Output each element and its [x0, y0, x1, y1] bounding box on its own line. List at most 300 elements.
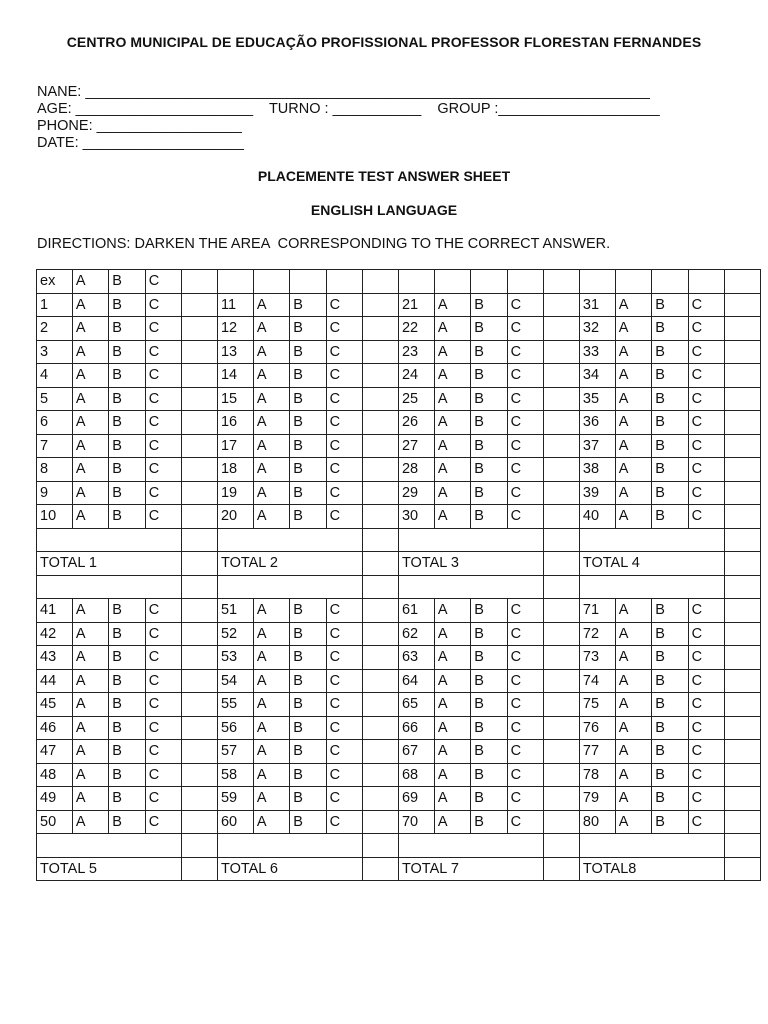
- answer-option-a[interactable]: A: [615, 387, 651, 411]
- answer-option-a[interactable]: A: [253, 599, 289, 623]
- answer-option-b[interactable]: B: [652, 434, 688, 458]
- answer-option-b[interactable]: B: [471, 411, 507, 435]
- answer-option-b[interactable]: B: [109, 740, 145, 764]
- answer-option-a[interactable]: A: [434, 622, 470, 646]
- answer-option-a[interactable]: A: [253, 364, 289, 388]
- answer-option-b[interactable]: B: [109, 669, 145, 693]
- answer-option-a[interactable]: A: [434, 669, 470, 693]
- answer-option-a[interactable]: A: [72, 317, 108, 341]
- answer-option-a[interactable]: A: [253, 387, 289, 411]
- answer-option-c[interactable]: C: [145, 387, 181, 411]
- answer-option-b[interactable]: B: [471, 387, 507, 411]
- answer-option-b[interactable]: B: [652, 622, 688, 646]
- empty-cell: [363, 740, 399, 764]
- answer-option-b[interactable]: B: [290, 364, 326, 388]
- answer-option-b[interactable]: B: [109, 317, 145, 341]
- answer-option-b[interactable]: B: [290, 458, 326, 482]
- answer-option-b[interactable]: B: [652, 364, 688, 388]
- answer-option-b[interactable]: B: [652, 693, 688, 717]
- answer-option-a[interactable]: A: [434, 411, 470, 435]
- answer-option-c[interactable]: C: [507, 669, 543, 693]
- answer-option-a[interactable]: A: [253, 293, 289, 317]
- answer-option-b[interactable]: B: [109, 411, 145, 435]
- empty-cell: [363, 622, 399, 646]
- answer-option-b[interactable]: B: [290, 599, 326, 623]
- answer-option-b[interactable]: B: [290, 481, 326, 505]
- answer-option-c[interactable]: C: [688, 364, 724, 388]
- total-score-cell[interactable]: [725, 552, 761, 576]
- totals-row: [37, 552, 761, 576]
- answer-option-b[interactable]: B: [290, 434, 326, 458]
- answer-option-a[interactable]: A: [434, 693, 470, 717]
- answer-option-b[interactable]: B: [652, 810, 688, 834]
- answer-option-a[interactable]: A: [434, 505, 470, 529]
- empty-cell: [652, 270, 688, 294]
- answer-option-b[interactable]: B: [471, 622, 507, 646]
- question-number: 36: [579, 411, 615, 435]
- answer-option-b[interactable]: B: [471, 763, 507, 787]
- answer-option-b[interactable]: B: [290, 505, 326, 529]
- answer-option-c[interactable]: C: [507, 293, 543, 317]
- answer-option-a[interactable]: A: [253, 411, 289, 435]
- answer-option-c[interactable]: C: [507, 787, 543, 811]
- answer-option-a[interactable]: A: [615, 646, 651, 670]
- answer-option-b[interactable]: B: [290, 646, 326, 670]
- answer-option-c[interactable]: C: [326, 340, 362, 364]
- answer-option-b[interactable]: B: [652, 411, 688, 435]
- answer-option-b[interactable]: B: [290, 740, 326, 764]
- total-score-cell[interactable]: [725, 857, 761, 881]
- answer-option-c[interactable]: C: [507, 716, 543, 740]
- answer-option-b[interactable]: B: [471, 669, 507, 693]
- answer-option-a[interactable]: A: [253, 481, 289, 505]
- question-row: [37, 787, 761, 811]
- question-number: 5: [37, 387, 73, 411]
- answer-option-c[interactable]: C: [507, 763, 543, 787]
- answer-option-a[interactable]: A: [615, 434, 651, 458]
- answer-option-b[interactable]: B: [109, 763, 145, 787]
- example-option-c[interactable]: C: [145, 270, 181, 294]
- answer-option-c[interactable]: C: [688, 646, 724, 670]
- answer-option-a[interactable]: A: [434, 787, 470, 811]
- answer-option-b[interactable]: B: [109, 716, 145, 740]
- answer-option-a[interactable]: A: [72, 669, 108, 693]
- answer-option-a[interactable]: A: [615, 716, 651, 740]
- answer-option-b[interactable]: B: [290, 317, 326, 341]
- empty-cell: [182, 505, 218, 529]
- blank-cell: [217, 528, 362, 552]
- answer-option-c[interactable]: C: [145, 716, 181, 740]
- answer-option-c[interactable]: C: [145, 693, 181, 717]
- answer-option-c[interactable]: C: [145, 293, 181, 317]
- answer-option-a[interactable]: A: [615, 481, 651, 505]
- answer-option-c[interactable]: C: [688, 387, 724, 411]
- answer-option-a[interactable]: A: [72, 458, 108, 482]
- answer-option-b[interactable]: B: [652, 387, 688, 411]
- answer-option-b[interactable]: B: [109, 387, 145, 411]
- answer-option-b[interactable]: B: [290, 693, 326, 717]
- empty-cell: [725, 458, 761, 482]
- answer-option-c[interactable]: C: [326, 434, 362, 458]
- answer-option-c[interactable]: C: [326, 763, 362, 787]
- answer-option-a[interactable]: A: [253, 740, 289, 764]
- answer-option-a[interactable]: A: [72, 646, 108, 670]
- answer-option-b[interactable]: B: [471, 810, 507, 834]
- answer-option-c[interactable]: C: [326, 458, 362, 482]
- answer-option-c[interactable]: C: [326, 810, 362, 834]
- answer-option-a[interactable]: A: [72, 387, 108, 411]
- answer-option-b[interactable]: B: [471, 317, 507, 341]
- answer-option-a[interactable]: A: [72, 364, 108, 388]
- answer-option-c[interactable]: C: [145, 505, 181, 529]
- question-number: 29: [398, 481, 434, 505]
- answer-option-a[interactable]: A: [615, 669, 651, 693]
- answer-option-c[interactable]: C: [326, 481, 362, 505]
- answer-option-a[interactable]: A: [434, 646, 470, 670]
- empty-cell: [725, 763, 761, 787]
- answer-option-b[interactable]: B: [109, 599, 145, 623]
- answer-option-a[interactable]: A: [434, 434, 470, 458]
- empty-cell: [725, 270, 761, 294]
- answer-option-b[interactable]: B: [652, 599, 688, 623]
- answer-option-a[interactable]: A: [615, 293, 651, 317]
- answer-option-c[interactable]: C: [507, 646, 543, 670]
- answer-option-c[interactable]: C: [688, 787, 724, 811]
- answer-option-a[interactable]: A: [253, 669, 289, 693]
- empty-cell: [434, 270, 470, 294]
- answer-option-b[interactable]: B: [290, 293, 326, 317]
- answer-option-c[interactable]: C: [507, 740, 543, 764]
- answer-option-c[interactable]: C: [507, 458, 543, 482]
- answer-option-a[interactable]: A: [253, 763, 289, 787]
- answer-option-a[interactable]: A: [72, 787, 108, 811]
- answer-option-a[interactable]: A: [72, 434, 108, 458]
- answer-option-b[interactable]: B: [290, 810, 326, 834]
- answer-option-c[interactable]: C: [145, 763, 181, 787]
- empty-cell: [326, 270, 362, 294]
- answer-option-a[interactable]: A: [72, 716, 108, 740]
- answer-option-a[interactable]: A: [615, 740, 651, 764]
- answer-option-a[interactable]: A: [615, 787, 651, 811]
- answer-option-b[interactable]: B: [652, 740, 688, 764]
- answer-option-b[interactable]: B: [652, 481, 688, 505]
- answer-option-b[interactable]: B: [290, 387, 326, 411]
- answer-option-b[interactable]: B: [109, 434, 145, 458]
- answer-option-b[interactable]: B: [290, 787, 326, 811]
- answer-option-b[interactable]: B: [109, 364, 145, 388]
- answer-option-a[interactable]: A: [434, 317, 470, 341]
- answer-option-c[interactable]: C: [688, 740, 724, 764]
- phone-field-line[interactable]: PHONE: __________________: [37, 118, 242, 134]
- answer-option-a[interactable]: A: [434, 387, 470, 411]
- question-number: 12: [217, 317, 253, 341]
- answer-option-c[interactable]: C: [688, 810, 724, 834]
- empty-cell: [398, 270, 434, 294]
- answer-option-b[interactable]: B: [290, 669, 326, 693]
- blank-cell: [37, 528, 182, 552]
- total-label: TOTAL 5: [37, 857, 182, 881]
- answer-option-c[interactable]: C: [326, 669, 362, 693]
- answer-option-a[interactable]: A: [434, 740, 470, 764]
- answer-option-c[interactable]: C: [507, 364, 543, 388]
- answer-option-a[interactable]: A: [253, 340, 289, 364]
- answer-option-b[interactable]: B: [652, 669, 688, 693]
- answer-option-b[interactable]: B: [290, 340, 326, 364]
- answer-option-c[interactable]: C: [688, 693, 724, 717]
- answer-option-b[interactable]: B: [109, 646, 145, 670]
- answer-option-a[interactable]: A: [615, 763, 651, 787]
- answer-option-a[interactable]: A: [253, 693, 289, 717]
- question-number: 67: [398, 740, 434, 764]
- answer-option-c[interactable]: C: [507, 434, 543, 458]
- answer-option-b[interactable]: B: [471, 716, 507, 740]
- question-number: 45: [37, 693, 73, 717]
- answer-option-c[interactable]: C: [507, 317, 543, 341]
- answer-option-c[interactable]: C: [145, 340, 181, 364]
- answer-option-c[interactable]: C: [688, 434, 724, 458]
- total-score-cell[interactable]: [363, 857, 399, 881]
- answer-option-c[interactable]: C: [145, 622, 181, 646]
- question-row: [37, 669, 761, 693]
- answer-option-c[interactable]: C: [326, 787, 362, 811]
- name-field-line[interactable]: NANE: ______________________________________________________________________: [37, 84, 650, 100]
- answer-option-b[interactable]: B: [471, 693, 507, 717]
- answer-option-a[interactable]: A: [72, 340, 108, 364]
- question-row: [37, 293, 761, 317]
- answer-option-b[interactable]: B: [109, 622, 145, 646]
- answer-option-a[interactable]: A: [615, 505, 651, 529]
- empty-cell: [182, 669, 218, 693]
- answer-option-c[interactable]: C: [145, 740, 181, 764]
- answer-option-a[interactable]: A: [434, 716, 470, 740]
- answer-option-a[interactable]: A: [434, 340, 470, 364]
- answer-option-a[interactable]: A: [615, 458, 651, 482]
- empty-cell: [182, 317, 218, 341]
- answer-option-b[interactable]: B: [471, 481, 507, 505]
- total-score-cell[interactable]: [544, 552, 580, 576]
- empty-cell: [725, 387, 761, 411]
- answer-option-a[interactable]: A: [434, 364, 470, 388]
- question-row: [37, 693, 761, 717]
- answer-option-c[interactable]: C: [688, 716, 724, 740]
- answer-option-c[interactable]: C: [507, 505, 543, 529]
- empty-cell: [290, 270, 326, 294]
- answer-option-b[interactable]: B: [471, 787, 507, 811]
- answer-option-b[interactable]: B: [652, 646, 688, 670]
- total-score-cell[interactable]: [182, 857, 218, 881]
- answer-option-b[interactable]: B: [290, 716, 326, 740]
- answer-option-a[interactable]: A: [253, 458, 289, 482]
- answer-option-c[interactable]: C: [507, 622, 543, 646]
- answer-option-a[interactable]: A: [253, 810, 289, 834]
- question-number: 71: [579, 599, 615, 623]
- answer-option-a[interactable]: A: [615, 340, 651, 364]
- answer-option-a[interactable]: A: [434, 293, 470, 317]
- answer-option-a[interactable]: A: [72, 622, 108, 646]
- answer-option-a[interactable]: A: [434, 599, 470, 623]
- answer-option-c[interactable]: C: [507, 693, 543, 717]
- answer-option-b[interactable]: B: [109, 505, 145, 529]
- answer-option-b[interactable]: B: [471, 434, 507, 458]
- answer-option-c[interactable]: C: [326, 716, 362, 740]
- answer-option-c[interactable]: C: [507, 810, 543, 834]
- answer-option-b[interactable]: B: [652, 763, 688, 787]
- answer-option-a[interactable]: A: [72, 763, 108, 787]
- answer-option-a[interactable]: A: [615, 411, 651, 435]
- answer-option-c[interactable]: C: [326, 599, 362, 623]
- answer-option-c[interactable]: C: [688, 293, 724, 317]
- answer-option-b[interactable]: B: [109, 340, 145, 364]
- answer-option-a[interactable]: A: [72, 411, 108, 435]
- answer-option-b[interactable]: B: [652, 716, 688, 740]
- answer-option-b[interactable]: B: [109, 693, 145, 717]
- answer-option-b[interactable]: B: [471, 364, 507, 388]
- answer-option-b[interactable]: B: [109, 458, 145, 482]
- answer-option-b[interactable]: B: [471, 505, 507, 529]
- answer-option-c[interactable]: C: [145, 317, 181, 341]
- question-number: 56: [217, 716, 253, 740]
- answer-option-c[interactable]: C: [688, 669, 724, 693]
- answer-option-a[interactable]: A: [253, 787, 289, 811]
- total-score-cell[interactable]: [544, 857, 580, 881]
- answer-option-c[interactable]: C: [145, 810, 181, 834]
- total-score-cell[interactable]: [182, 552, 218, 576]
- answer-option-c[interactable]: C: [688, 622, 724, 646]
- answer-option-c[interactable]: C: [688, 340, 724, 364]
- answer-option-c[interactable]: C: [145, 434, 181, 458]
- answer-option-c[interactable]: C: [507, 387, 543, 411]
- answer-option-a[interactable]: A: [615, 364, 651, 388]
- answer-option-a[interactable]: A: [615, 810, 651, 834]
- answer-option-a[interactable]: A: [253, 716, 289, 740]
- date-field-line[interactable]: DATE: ____________________: [37, 135, 244, 151]
- answer-option-b[interactable]: B: [652, 340, 688, 364]
- total-label: TOTAL 3: [398, 552, 543, 576]
- answer-option-a[interactable]: A: [253, 317, 289, 341]
- example-option-b[interactable]: B: [109, 270, 145, 294]
- answer-option-a[interactable]: A: [615, 693, 651, 717]
- question-number: 13: [217, 340, 253, 364]
- answer-option-b[interactable]: B: [471, 740, 507, 764]
- answer-option-a[interactable]: A: [72, 481, 108, 505]
- answer-option-b[interactable]: B: [109, 787, 145, 811]
- answer-option-a[interactable]: A: [253, 434, 289, 458]
- answer-option-b[interactable]: B: [652, 317, 688, 341]
- answer-option-c[interactable]: C: [688, 505, 724, 529]
- answer-option-a[interactable]: A: [253, 505, 289, 529]
- answer-option-c[interactable]: C: [326, 387, 362, 411]
- answer-option-b[interactable]: B: [471, 599, 507, 623]
- answer-option-c[interactable]: C: [145, 669, 181, 693]
- answer-option-b[interactable]: B: [290, 411, 326, 435]
- answer-option-a[interactable]: A: [253, 646, 289, 670]
- answer-option-a[interactable]: A: [434, 763, 470, 787]
- question-number: 43: [37, 646, 73, 670]
- answer-option-b[interactable]: B: [109, 810, 145, 834]
- answer-option-a[interactable]: A: [434, 481, 470, 505]
- answer-option-b[interactable]: B: [290, 622, 326, 646]
- answer-option-a[interactable]: A: [434, 458, 470, 482]
- answer-option-c[interactable]: C: [145, 411, 181, 435]
- blank-cell: [544, 834, 580, 858]
- answer-option-b[interactable]: B: [471, 458, 507, 482]
- answer-option-b[interactable]: B: [652, 293, 688, 317]
- answer-option-a[interactable]: A: [72, 693, 108, 717]
- answer-option-b[interactable]: B: [471, 293, 507, 317]
- answer-option-b[interactable]: B: [652, 505, 688, 529]
- empty-cell: [544, 340, 580, 364]
- question-row: [37, 481, 761, 505]
- answer-option-b[interactable]: B: [290, 763, 326, 787]
- answer-option-a[interactable]: A: [615, 622, 651, 646]
- answer-option-c[interactable]: C: [326, 622, 362, 646]
- question-row: [37, 340, 761, 364]
- answer-option-c[interactable]: C: [145, 646, 181, 670]
- empty-cell: [363, 364, 399, 388]
- answer-option-b[interactable]: B: [109, 481, 145, 505]
- answer-option-c[interactable]: C: [326, 505, 362, 529]
- example-option-a[interactable]: A: [72, 270, 108, 294]
- answer-option-c[interactable]: C: [326, 317, 362, 341]
- question-row: [37, 364, 761, 388]
- answer-option-a[interactable]: A: [72, 740, 108, 764]
- empty-cell: [544, 387, 580, 411]
- answer-option-a[interactable]: A: [72, 505, 108, 529]
- answer-option-a[interactable]: A: [72, 599, 108, 623]
- answer-option-a[interactable]: A: [72, 810, 108, 834]
- answer-option-b[interactable]: B: [471, 340, 507, 364]
- answer-option-b[interactable]: B: [652, 458, 688, 482]
- answer-option-a[interactable]: A: [615, 317, 651, 341]
- answer-option-c[interactable]: C: [507, 481, 543, 505]
- answer-option-c[interactable]: C: [688, 317, 724, 341]
- answer-option-c[interactable]: C: [688, 458, 724, 482]
- answer-option-a[interactable]: A: [253, 622, 289, 646]
- answer-option-b[interactable]: B: [471, 646, 507, 670]
- total-score-cell[interactable]: [363, 552, 399, 576]
- answer-option-c[interactable]: C: [688, 599, 724, 623]
- answer-option-c[interactable]: C: [145, 458, 181, 482]
- answer-option-c[interactable]: C: [145, 481, 181, 505]
- age-turno-group-line[interactable]: AGE: ______________________ TURNO : ___________ GROUP :____________________: [37, 101, 660, 117]
- answer-option-c[interactable]: C: [326, 411, 362, 435]
- answer-option-c[interactable]: C: [326, 293, 362, 317]
- answer-option-c[interactable]: C: [507, 599, 543, 623]
- empty-cell: [544, 787, 580, 811]
- answer-option-c[interactable]: C: [688, 481, 724, 505]
- answer-option-a[interactable]: A: [434, 810, 470, 834]
- answer-option-c[interactable]: C: [145, 787, 181, 811]
- question-row: [37, 646, 761, 670]
- empty-cell: [725, 434, 761, 458]
- answer-option-c[interactable]: C: [507, 340, 543, 364]
- answer-option-b[interactable]: B: [109, 293, 145, 317]
- answer-option-a[interactable]: A: [72, 293, 108, 317]
- question-number: 17: [217, 434, 253, 458]
- answer-option-c[interactable]: C: [326, 740, 362, 764]
- answer-option-c[interactable]: C: [326, 646, 362, 670]
- answer-option-b[interactable]: B: [652, 787, 688, 811]
- answer-option-c[interactable]: C: [688, 763, 724, 787]
- answer-option-a[interactable]: A: [615, 599, 651, 623]
- answer-option-c[interactable]: C: [507, 411, 543, 435]
- answer-option-c[interactable]: C: [326, 364, 362, 388]
- answer-option-c[interactable]: C: [326, 693, 362, 717]
- answer-option-c[interactable]: C: [688, 411, 724, 435]
- answer-option-c[interactable]: C: [145, 599, 181, 623]
- answer-option-c[interactable]: C: [145, 364, 181, 388]
- question-number: 49: [37, 787, 73, 811]
